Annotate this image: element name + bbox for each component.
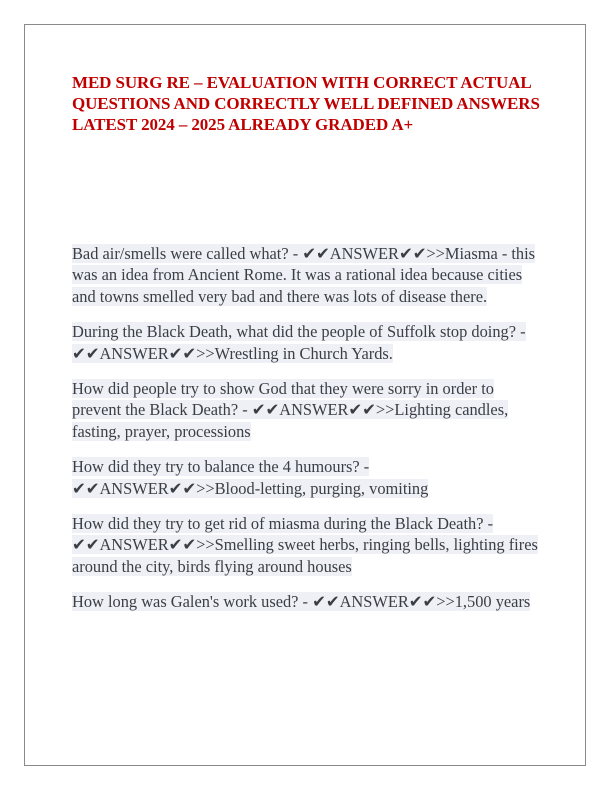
qa-text: How did people try to show God that they were sorry in order to prevent the Black Death? - ✔✔ANSWER✔✔>>Lighting candles, fasting, prayer, processions xyxy=(72,379,509,441)
qa-list xyxy=(72,243,544,627)
qa-item xyxy=(72,456,544,499)
qa-text: During the Black Death, what did the people of Suffolk stop doing? - ✔✔ANSWER✔✔>>Wrestling in Church Yards. xyxy=(72,322,526,363)
qa-text: Bad air/smells were called what? - ✔✔ANSWER✔✔>>Miasma - this was an idea from Ancient Rome. It was a rational idea because cities and towns smelled very bad and there was lots of disease there. xyxy=(72,244,536,306)
qa-item xyxy=(72,513,544,577)
qa-item xyxy=(72,243,544,307)
qa-item xyxy=(72,321,544,364)
qa-item xyxy=(72,591,544,612)
qa-item xyxy=(72,378,544,442)
qa-text: How long was Galen's work used? - ✔✔ANSWER✔✔>>1,500 years xyxy=(72,592,531,612)
qa-text: How did they try to get rid of miasma during the Black Death? - ✔✔ANSWER✔✔>>Smelling sweet herbs, ringing bells, lighting fires around the city, birds flying around houses xyxy=(72,514,538,576)
document-title: MED SURG RE – EVALUATION WITH CORRECT ACTUAL QUESTIONS AND CORRECTLY WELL DEFINED ANSWERS LATEST 2024 – 2025 ALREADY GRADED A+ xyxy=(72,73,540,134)
qa-text: How did they try to balance the 4 humours? - ✔✔ANSWER✔✔>>Blood-letting, purging, vomiting xyxy=(72,457,429,498)
